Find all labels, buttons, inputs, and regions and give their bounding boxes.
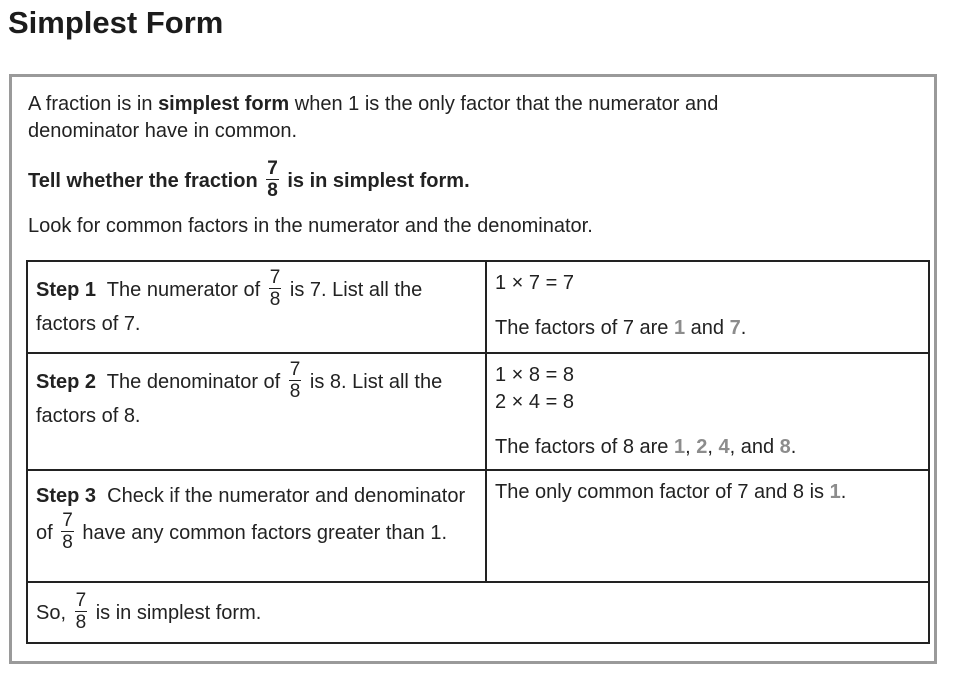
- step-3-post: have any common factors greater than 1.: [76, 521, 448, 544]
- step-2-post: is 8. List all the factors of 8.: [36, 370, 443, 427]
- page-title: Simplest Form: [8, 5, 224, 40]
- instruction-text: Look for common factors in the numerator and the denominator.: [28, 215, 593, 237]
- step-2-pre: The denominator of: [106, 370, 286, 393]
- step-1-instruction: [27, 261, 486, 353]
- definition-pre: A fraction is in: [28, 93, 159, 115]
- step-2-label: Step 2: [36, 370, 97, 393]
- definition-term: simplest form: [158, 93, 290, 115]
- separator: and: [685, 317, 730, 339]
- conclusion-row: [27, 582, 929, 643]
- factor-value: 1: [673, 436, 686, 458]
- fraction-numerator: 7: [62, 510, 73, 531]
- factor-value: 8: [779, 436, 791, 458]
- step-1-post: is 7. List all the factors of 7.: [36, 278, 423, 335]
- step-2-equation: 1 × 8 = 8: [495, 364, 574, 386]
- step-2-instruction: [27, 353, 486, 470]
- question-post: is in simplest form.: [281, 169, 470, 192]
- factor-value: 1: [673, 317, 686, 339]
- step-1-pre: The numerator of: [106, 278, 266, 301]
- conclusion-text: [27, 582, 929, 643]
- step-3-label: Step 3: [36, 485, 97, 507]
- step-3-fraction: [61, 511, 74, 552]
- fraction-numerator: 7: [289, 359, 301, 380]
- conclusion-post: is in simplest form.: [90, 601, 262, 624]
- step-1-result-pre: The factors of 7 are: [495, 317, 674, 339]
- fraction-numerator: 7: [267, 158, 278, 179]
- factor-value: 7: [729, 317, 741, 339]
- lesson-panel: [9, 74, 937, 664]
- step-2-result: [495, 434, 920, 461]
- question-pre: Tell whether the fraction: [28, 169, 264, 192]
- fraction-denominator: 8: [75, 612, 87, 633]
- step-1-row: [27, 261, 929, 353]
- fraction-denominator: 8: [269, 289, 281, 310]
- step-2-result-pre: The factors of 8 are: [495, 436, 674, 458]
- definition-text: [28, 91, 728, 145]
- step-1-result: [495, 315, 920, 342]
- step-3-result: [495, 479, 920, 506]
- question-fraction: [266, 159, 279, 200]
- factor-value: 4: [718, 436, 730, 458]
- separator: ,: [685, 436, 697, 458]
- separator: ,: [707, 436, 719, 458]
- step-2-work: [486, 353, 929, 470]
- fraction-denominator: 8: [267, 180, 278, 201]
- step-1-fraction: [269, 268, 282, 309]
- step-1-equation: 1 × 7 = 7: [495, 272, 574, 294]
- step-3-instruction: [27, 470, 486, 582]
- conclusion-pre: So,: [36, 601, 72, 624]
- fraction-denominator: 8: [289, 381, 301, 402]
- fraction-denominator: 8: [62, 532, 73, 553]
- conclusion-fraction: [75, 591, 88, 632]
- step-3-result-pre: The only common factor of 7 and 8 is: [495, 481, 830, 503]
- end-period: .: [790, 436, 797, 458]
- step-2-row: [27, 353, 929, 470]
- step-3-pre: Check if the numerator and denominator of: [36, 485, 466, 544]
- fraction-numerator: 7: [269, 267, 281, 288]
- step-2-fraction: [289, 360, 302, 401]
- step-1-work: [486, 261, 929, 353]
- factor-value: 2: [696, 436, 708, 458]
- step-3-row: [27, 470, 929, 582]
- step-1-label: Step 1: [36, 278, 97, 301]
- steps-table: [26, 260, 930, 644]
- factor-value: 1: [829, 481, 841, 503]
- step-2-equation: 2 × 4 = 8: [495, 391, 574, 413]
- fraction-numerator: 7: [75, 590, 87, 611]
- step-3-work: [486, 470, 929, 582]
- separator: , and: [729, 436, 780, 458]
- end-period: .: [840, 481, 847, 503]
- definition-post: when 1 is the only factor that the numerator and denominator have in common.: [28, 93, 719, 142]
- end-period: .: [740, 317, 747, 339]
- question-text: [28, 158, 470, 202]
